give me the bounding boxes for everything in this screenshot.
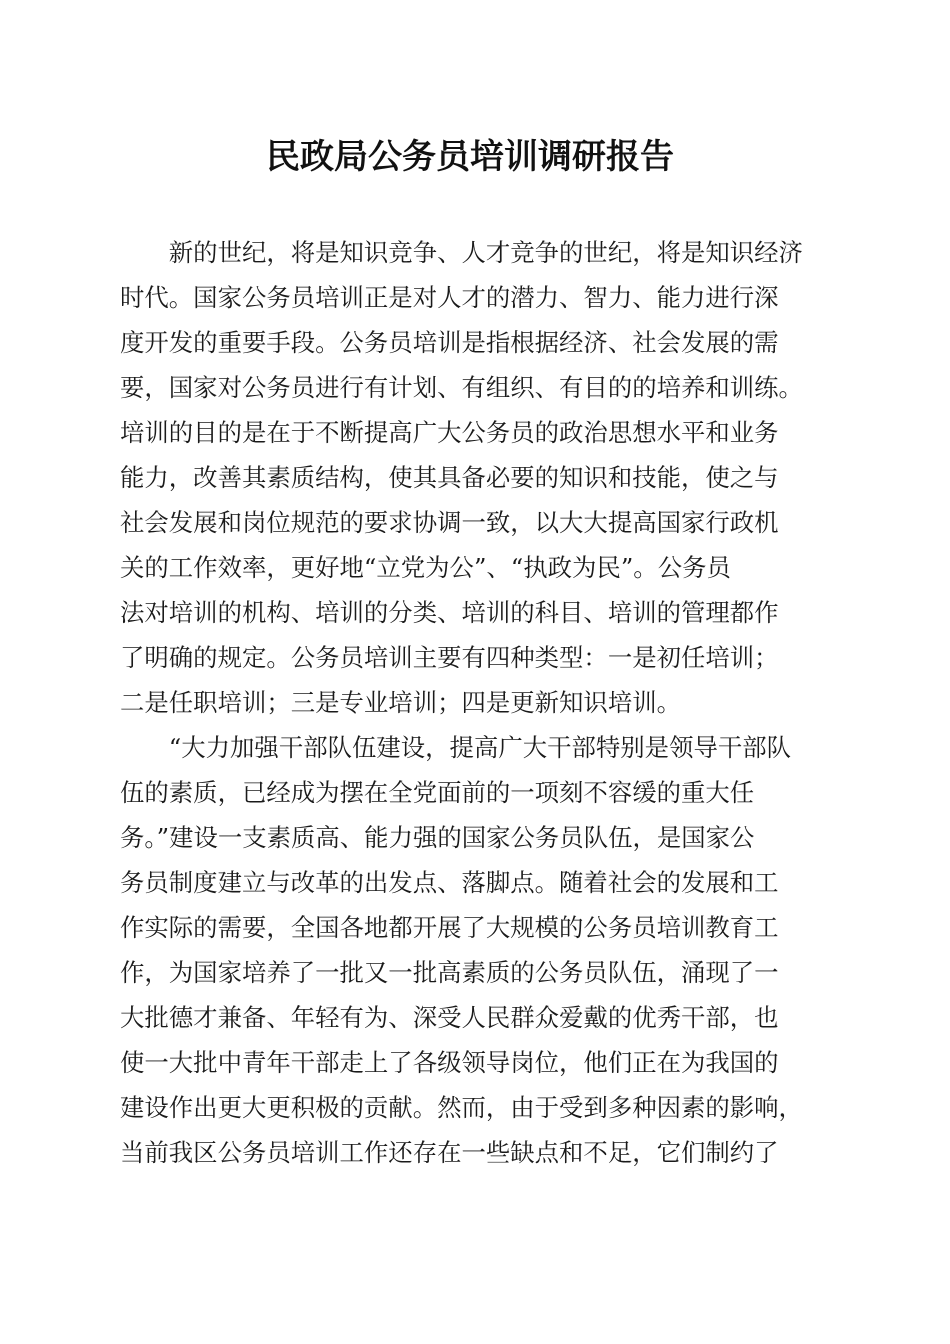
body-line: 作实际的需要，全国各地都开展了大规模的公务员培训教育工	[120, 913, 779, 942]
body-line: 能力，改善其素质结构，使其具备必要的知识和技能，使之与	[120, 463, 779, 492]
body-line: 大批德才兼备、年轻有为、深受人民群众爱戴的优秀干部，也	[120, 1003, 779, 1032]
body-line: 了明确的规定。公务员培训主要有四种类型：一是初任培训；	[120, 643, 779, 672]
body-line: 当前我区公务员培训工作还存在一些缺点和不足，它们制约了	[120, 1138, 779, 1167]
body-line: 务。”建设一支素质高、能力强的国家公务员队伍，是国家公	[120, 823, 755, 852]
body-line: 社会发展和岗位规范的要求协调一致，以大大提高国家行政机	[120, 508, 779, 537]
body-line: 新的世纪，将是知识竞争、人才竞争的世纪，将是知识经济	[120, 238, 803, 267]
body-line: 使一大批中青年干部走上了各级领导岗位，他们正在为我国的	[120, 1048, 779, 1077]
body-line: 法对培训的机构、培训的分类、培训的科目、培训的管理都作	[120, 598, 779, 627]
body-line: 作，为国家培养了一批又一批高素质的公务员队伍，涌现了一	[120, 958, 779, 987]
body-line: 伍的素质，已经成为摆在全党面前的一项刻不容缓的重大任	[120, 778, 755, 807]
body-line: 要，国家对公务员进行有计划、有组织、有目的的培养和训练。	[120, 373, 803, 402]
body-line: 度开发的重要手段。公务员培训是指根据经济、社会发展的需	[120, 328, 779, 357]
body-line: 时代。国家公务员培训正是对人才的潜力、智力、能力进行深	[120, 283, 779, 312]
body-line: 建设作出更大更积极的贡献。然而，由于受到多种因素的影响，	[120, 1093, 803, 1122]
document-title: 民政局公务员培训调研报告	[266, 137, 674, 177]
body-line: 务员制度建立与改革的出发点、落脚点。随着社会的发展和工	[120, 868, 779, 897]
body-line: 培训的目的是在于不断提高广大公务员的政治思想水平和业务	[120, 418, 779, 447]
body-line: 关的工作效率，更好地“立党为公”、“执政为民”。公务员	[120, 553, 731, 582]
body-line: 二是任职培训；三是专业培训；四是更新知识培训。	[120, 688, 681, 717]
body-line: “大力加强干部队伍建设，提高广大干部特别是领导干部队	[120, 733, 792, 762]
